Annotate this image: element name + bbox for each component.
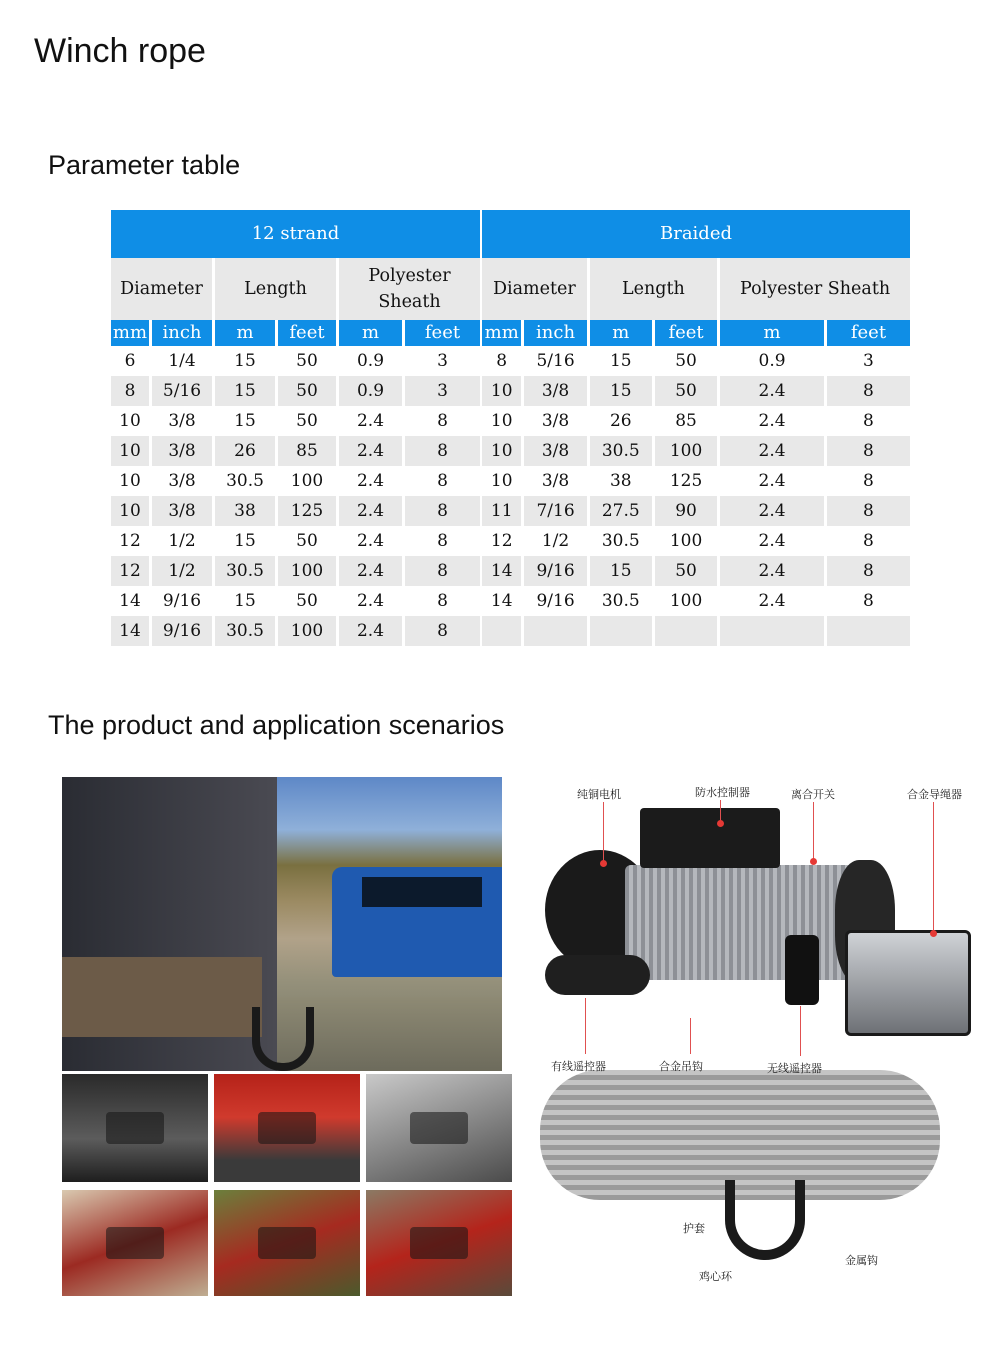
table-cell: 8 [405, 556, 480, 586]
table-cell: 30.5 [215, 556, 275, 586]
blue-jeep [332, 867, 502, 977]
roller-fairlead [845, 930, 971, 1036]
table-cell: 50 [296, 411, 318, 431]
thumbnail-jeep-climb [62, 1190, 208, 1296]
thumbnail-rope-shackle [366, 1074, 512, 1182]
table-cell: 8 [405, 496, 480, 526]
table-cell: 30.5 [590, 436, 652, 466]
table-cell: 2.4 [339, 496, 402, 526]
table-cell: 50 [655, 556, 717, 586]
wired-remote [545, 955, 650, 995]
thumbnail-jeep-forest [214, 1190, 360, 1296]
table-cell: 30.5 [601, 531, 640, 551]
header-polyester-sheath: Polyester Sheath [339, 258, 480, 320]
table-cell: 50 [675, 351, 697, 371]
table-cell: 15 [609, 351, 632, 371]
leader-line [603, 802, 604, 862]
table-cell: 1/2 [152, 556, 212, 586]
table-cell: 100 [278, 556, 336, 586]
wireless-remote [785, 935, 819, 1005]
unit-row [111, 320, 480, 346]
leader-line [800, 1006, 801, 1056]
table-cell [655, 616, 717, 646]
control-box [640, 808, 780, 868]
table-cell: 3/8 [524, 376, 586, 406]
callout-dot [717, 820, 724, 827]
table-cell: 15 [215, 376, 275, 406]
table-cell: 2.4 [356, 531, 385, 551]
thumbnail-detail [106, 1112, 164, 1144]
table-cell: 8 [437, 591, 448, 611]
thumbnail-detail [106, 1227, 164, 1259]
table-row [111, 496, 480, 526]
table-cell: 8 [496, 351, 508, 371]
unit-cell: feet [278, 320, 336, 346]
table-row [482, 496, 910, 526]
table-cell: 3/8 [541, 411, 570, 431]
table-cell: 5/16 [536, 351, 575, 371]
label-control-box: 防水控制器 [695, 786, 750, 799]
table-cell: 10 [119, 471, 141, 491]
table-cell: 15 [234, 411, 256, 431]
table-cell: 8 [863, 531, 874, 551]
table-row [482, 436, 910, 466]
callout-dot [600, 860, 607, 867]
table-cell: 30.5 [601, 591, 640, 611]
unit-cell: mm [482, 320, 521, 346]
label-metal-hook: 金属钩 [845, 1254, 878, 1267]
parameter-table-braided [479, 210, 913, 646]
parameter-table-12-strand [108, 210, 483, 646]
label-wireless-remote: 无线遥控器 [767, 1062, 822, 1075]
table-cell: 3 [405, 376, 480, 406]
header-length: Length [590, 258, 718, 320]
table-cell: 14 [119, 591, 141, 611]
thumbnail-winch-mount [62, 1074, 208, 1182]
label-fairlead: 合金导绳器 [907, 788, 962, 801]
table-cell [482, 616, 521, 646]
table-cell: 3 [863, 351, 874, 371]
table-cell: 9/16 [536, 591, 575, 611]
leader-line [813, 802, 814, 860]
unit-cell: m [720, 320, 824, 346]
table-cell: 2.4 [758, 471, 786, 491]
thumbnail-red-jeep-front [214, 1074, 360, 1182]
table-cell: 8 [827, 496, 910, 526]
table-cell: 2.4 [758, 591, 786, 611]
table-row [482, 376, 910, 406]
table-cell: 8 [405, 436, 480, 466]
table-cell: 15 [590, 556, 652, 586]
leader-line [933, 802, 934, 932]
unit-cell: m [339, 320, 402, 346]
table-cell: 125 [278, 496, 336, 526]
table-cell: 10 [482, 376, 521, 406]
table-cell: 12 [490, 531, 513, 551]
table-cell: 2.4 [356, 471, 385, 491]
label-hook: 合金吊钩 [659, 1060, 703, 1073]
table-cell: 3 [437, 351, 448, 371]
hook-icon [252, 1007, 314, 1071]
unit-cell: inch [524, 320, 586, 346]
table-cell: 2.4 [720, 556, 824, 586]
table-cell: 90 [655, 496, 717, 526]
unit-row [482, 320, 910, 346]
callout-dot [930, 930, 937, 937]
table-row [111, 406, 480, 436]
table-row [482, 586, 910, 616]
table-cell [524, 616, 586, 646]
table-cell: 10 [111, 436, 149, 466]
label-wired-remote: 有线遥控器 [551, 1060, 606, 1073]
leader-line [585, 998, 586, 1054]
table-cell: 8 [863, 411, 874, 431]
table-cell: 38 [609, 471, 632, 491]
table-cell: 0.9 [356, 351, 385, 371]
table-row [482, 616, 910, 646]
table-cell: 1/4 [168, 351, 196, 371]
table-row [111, 436, 480, 466]
table-cell: 10 [111, 496, 149, 526]
table-row [482, 406, 910, 436]
unit-cell: m [215, 320, 275, 346]
table-cell: 3/8 [152, 436, 212, 466]
table-cell: 10 [482, 436, 521, 466]
table-cell: 15 [234, 531, 256, 551]
hook-icon [725, 1180, 805, 1260]
table-cell: 50 [655, 376, 717, 406]
table-row [482, 346, 910, 376]
callout-dot [810, 858, 817, 865]
table-cell: 14 [111, 616, 149, 646]
table-row [111, 466, 480, 496]
table-cell: 100 [278, 616, 336, 646]
table-cell: 0.9 [758, 351, 786, 371]
table-cell: 9/16 [524, 556, 586, 586]
table-cell: 2.4 [720, 496, 824, 526]
table-cell: 10 [490, 471, 513, 491]
label-thimble: 鸡心环 [699, 1270, 732, 1283]
table-cell: 2.4 [720, 436, 824, 466]
table-cell [827, 616, 910, 646]
section-title-parameters: Parameter table [48, 150, 241, 180]
table-cell: 27.5 [590, 496, 652, 526]
header-diameter: Diameter [482, 258, 587, 320]
unit-cell: inch [152, 320, 212, 346]
table-cell: 8 [437, 411, 448, 431]
table-cell: 2.4 [339, 556, 402, 586]
table-cell: 12 [111, 556, 149, 586]
unit-cell: feet [655, 320, 717, 346]
table-cell: 8 [437, 531, 448, 551]
table-cell: 6 [124, 351, 136, 371]
leader-line [690, 1018, 691, 1054]
table-cell: 3/8 [152, 496, 212, 526]
unit-cell: feet [405, 320, 480, 346]
table-cell: 50 [296, 531, 318, 551]
table-cell: 8 [111, 376, 149, 406]
section-title-scenarios: The product and application scenarios [48, 710, 505, 740]
table-row [111, 346, 480, 376]
page-title: Winch rope [34, 32, 206, 70]
jeep-windshield [362, 877, 482, 907]
table-cell [590, 616, 652, 646]
table-row [482, 466, 910, 496]
table-cell: 8 [863, 591, 874, 611]
table-row [482, 526, 910, 556]
group-header: Braided [482, 210, 910, 258]
table-cell: 15 [590, 376, 652, 406]
table-cell: 100 [655, 436, 717, 466]
winch-drum [625, 865, 865, 980]
table-cell: 2.4 [720, 376, 824, 406]
table-cell: 9/16 [162, 591, 202, 611]
table-cell: 2.4 [339, 616, 402, 646]
label-clutch: 离合开关 [791, 788, 835, 801]
table-cell: 50 [278, 376, 336, 406]
table-cell: 8 [863, 471, 874, 491]
table-cell: 38 [215, 496, 275, 526]
label-motor: 纯铜电机 [577, 788, 621, 801]
table-cell: 10 [490, 411, 513, 431]
table-cell: 8 [437, 471, 448, 491]
table-cell: 3/8 [541, 471, 570, 491]
table-cell: 0.9 [339, 376, 402, 406]
table-row [111, 586, 480, 616]
table-cell: 85 [675, 411, 697, 431]
unit-cell: feet [827, 320, 910, 346]
group-header: 12 strand [111, 210, 480, 258]
thumbnail-detail [410, 1112, 468, 1144]
table-cell: 100 [669, 531, 703, 551]
table-cell: 8 [405, 616, 480, 646]
thumbnail-detail [410, 1227, 468, 1259]
leader-line [720, 800, 721, 822]
header-diameter: Diameter [111, 258, 212, 320]
table-cell: 2.4 [758, 411, 786, 431]
table-cell: 8 [827, 436, 910, 466]
winch-product-diagram [515, 770, 985, 1300]
table-cell: 12 [119, 531, 141, 551]
table-cell: 50 [296, 351, 318, 371]
table-row [482, 556, 910, 586]
table-row [111, 556, 480, 586]
table-row [111, 376, 480, 406]
table-cell: 9/16 [152, 616, 212, 646]
table-cell: 15 [234, 591, 256, 611]
table-cell: 2.4 [356, 591, 385, 611]
thumbnail-detail [258, 1112, 316, 1144]
thumbnail-detail [258, 1227, 316, 1259]
man-shorts [62, 957, 262, 1037]
thumbnail-jeep-rocks [366, 1190, 512, 1296]
table-cell: 8 [827, 556, 910, 586]
unit-cell: mm [111, 320, 149, 346]
table-cell: 15 [234, 351, 256, 371]
table-row [111, 526, 480, 556]
table-cell: 50 [296, 591, 318, 611]
table-cell: 2.4 [339, 436, 402, 466]
header-polyester-sheath: Polyester Sheath [720, 258, 910, 320]
table-cell: 100 [669, 591, 703, 611]
table-cell: 7/16 [524, 496, 586, 526]
table-cell: 2.4 [758, 531, 786, 551]
table-cell: 3/8 [168, 411, 196, 431]
table-cell: 85 [278, 436, 336, 466]
label-sleeve: 护套 [683, 1222, 705, 1235]
offroad-winching-photo [62, 777, 502, 1071]
table-cell: 30.5 [215, 616, 275, 646]
table-cell: 14 [490, 591, 513, 611]
table-cell: 125 [669, 471, 703, 491]
table-cell: 14 [482, 556, 521, 586]
table-cell: 1/2 [541, 531, 570, 551]
table-cell: 30.5 [226, 471, 264, 491]
table-cell: 26 [609, 411, 632, 431]
unit-cell: m [590, 320, 652, 346]
table-cell: 100 [290, 471, 324, 491]
header-length: Length [215, 258, 336, 320]
table-cell: 3/8 [524, 436, 586, 466]
table-cell [720, 616, 824, 646]
table-cell: 10 [119, 411, 141, 431]
table-cell: 26 [215, 436, 275, 466]
table-cell: 3/8 [168, 471, 196, 491]
table-cell: 1/2 [168, 531, 196, 551]
table-cell: 2.4 [356, 411, 385, 431]
table-row [111, 616, 480, 646]
table-cell: 5/16 [152, 376, 212, 406]
table-cell: 8 [827, 376, 910, 406]
table-cell: 11 [482, 496, 521, 526]
